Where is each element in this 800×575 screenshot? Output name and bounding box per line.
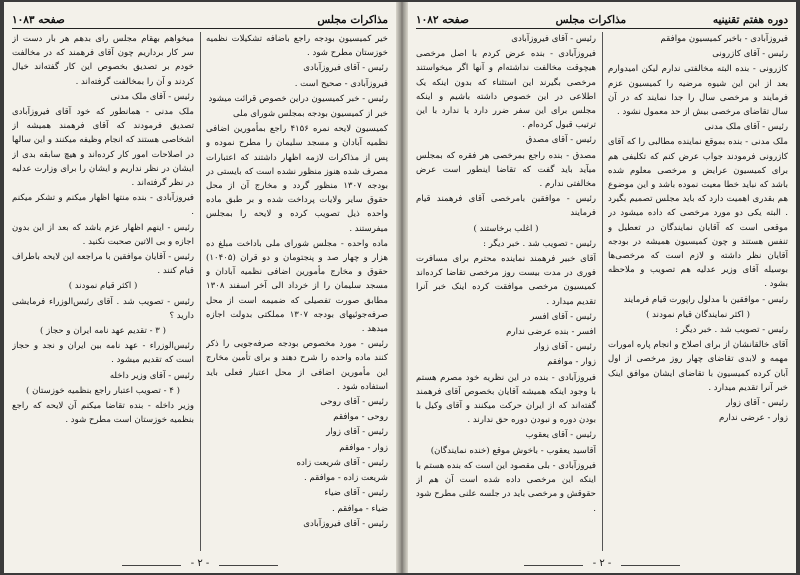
paragraph: رئیس - مورد مخصوص بودجه صرفه‌جویی را ذکر کنند ماده واحده را شرح دهند و برای تأمین مخارج این مأمورین اضافی از محل اعتبار فعلی باید استفاده شود .: [206, 339, 388, 392]
paragraph: مصدق - بنده راجع بمرخصی هر فقره که بمجلس میآید باید گفت که تقاضا اینطور است عرض مخالفتی ندارم .: [416, 150, 596, 190]
book-gutter: [396, 2, 408, 573]
left-page: [4, 2, 396, 573]
paragraph: زوار - عرضی ندارم: [718, 413, 788, 424]
paragraph: رئیس - موافقین با مدلول راپورت قیام فرمایند: [623, 294, 788, 305]
left-page-folio: [4, 558, 396, 569]
paragraph: ضیاء - موافقم .: [332, 503, 388, 514]
paragraph: رئیس - خبر کمیسیون دراین خصوص قرائت میشود: [208, 93, 388, 104]
right-page-right-column: [608, 32, 788, 551]
paragraph: آقای خبیر فرهمند نماینده محترم برای مسافرت فوری در مدت بیست روز مرخصی تقاضا کرده‌اند کمیسیون مرخصی موافقت کرده اینک خبر آنرا تقدیم میدارد .: [416, 254, 596, 307]
left-page-right-column: [206, 32, 388, 551]
right-folio-number: - ۲ -: [583, 558, 622, 569]
left-folio-number: - ۲ -: [181, 558, 220, 569]
paragraph: رئیس - آقای ملک مدنی: [704, 122, 788, 133]
paragraph: ( اکثر قیام نمودند ): [68, 281, 138, 292]
paragraph: کمیسیون لایحه نمره ۴۱۵۶ راجع بمأمورین اضافی نظمیه آبادان و مسجد سلیمان را مطرح نموده و پس از مذاکرات لازمه اظهار داشتند که اعتبارات مصرف شده هنوز منظور نشده است که بایستی در بودجه ۱۳۰۷ منظور گردد و مخارج آن از محل حقوق سایر ولایات پرداخت شده و بر طبق ماده واحده ذیل تصویب کرده و لایحه را بمجلس میفرستند .: [206, 124, 388, 234]
paragraph: رئیس - آقای شریعت زاده: [296, 457, 388, 468]
paragraph: فیروزآبادی - بنده در این نظریه خود مصرم هستم با وجود اینکه همیشه آقایان بخصوص آقای فرهمند گفته‌اند که از ایران حرکت میکنند و آقای وکیل با بودن دوره و نبودن دوره حق ندارند .: [416, 372, 596, 426]
paragraph: زوار - موافقم: [339, 442, 388, 453]
paragraph: فیروزآبادی - صحیح است .: [294, 78, 388, 89]
paragraph: رئیس - آقای مصدق: [525, 135, 596, 146]
paragraph: زوار - موافقم: [547, 357, 596, 368]
paragraph: رئیس - آقای فیروزآبادی: [303, 63, 388, 74]
paragraph: رئیس - موافقین بامرخصی آقای فرهمند قیام فرمایند: [416, 194, 596, 219]
paragraph: فیروزآبادی - بنده عرض کردم با اصل مرخصی هیچوقت مخالفت نداشته‌ام و آنها اگر میخواستند مرخصی بگیرند این استثناء که بدون اینکه یک اطلاعی در این خصوص داشته باشیم و اینکه مجلس برای این سفر ضرر دارد یا ندارد با این ترتیب قبول کرده‌ام .: [416, 49, 596, 131]
paragraph: ملک مدنی - همانطور که خود آقای فیروزآبادی تصدیق فرمودند که آقای فرهمند همیشه از اشخاصی هستند که انجام وظیفه میکنند و این سالها در اصلاحات امور کار کرده‌اند و هیچ سابقه بدی از ایشان در نظر نداریم و ایشان را برای وزارت عدلیه در نظر گرفته‌اند .: [12, 107, 194, 189]
left-page-left-column: [12, 32, 194, 551]
paragraph: آقای خالقانشان از برای اصلاح و انجام پاره امورات مهمه و لابدی تقاضای چهار روز مرخصی از اول آبان کرده کمیسیون با تقاضای ایشان موافق اینک خبر آنرا تقدیم میدارد .: [608, 340, 788, 393]
paragraph: رئیس - آقای وزیر داخله: [109, 370, 194, 381]
book-spread: [4, 2, 796, 573]
left-header-page-number: صفحه ۱۰۸۳: [12, 14, 65, 26]
paragraph: آقاسید یعقوب - باخوش موقع (خنده نمایندگان): [430, 445, 596, 456]
paragraph: خبر از کمیسیون بودجه بمجلس شورای ملی: [232, 109, 388, 120]
column-divider: [200, 32, 201, 551]
right-header-session: دوره هفتم تقنینیه: [712, 14, 788, 26]
right-page-folio: [408, 558, 796, 569]
paragraph: وزیر داخله - بنده تقاضا میکنم آن لایحه که راجع بنظمیه خوزستان است مطرح شود .: [12, 401, 194, 426]
paragraph: رئیس - آقای فیروزآبادی: [511, 34, 596, 44]
paragraph: فیروزآبادی - بنده منتها اظهار میکنم و تشکر میکنم .: [12, 193, 194, 218]
paragraph: فیروزآبادی - باخبر کمیسیون موافقم: [660, 34, 788, 44]
paragraph: فیروزآبادی - بلی مقصود این است که بنده هستم با اینکه این مرخصی داده شده است آن هم از حقوقش و مرخصی باید در جلسه علنی مطرح شود .: [416, 460, 596, 514]
left-header-series: مذاکرات مجلس: [317, 14, 388, 26]
paragraph: خیر کمیسیون بودجه راجع باضافه تشکیلات نظمیه خوزستان مطرح شود .: [206, 34, 388, 59]
right-header-page-number: صفحه ۱۰۸۲: [416, 14, 469, 26]
paragraph: کازرونی - بنده البته مخالفتی ندارم لیکن امیدوارم بعد از این این شیوه مرضیه را کمیسیون عزم فرمایند و مرخصی سال را جدا نمایند که در آن سال تقاضای مرخصی بیش از حد معمول نشود .: [608, 64, 788, 118]
paragraph: میخواهم بهقام مجلس رای بدهم هر بار دست از سر کار برداریم چون آقای فرهمند که در مخالفت خودم بر تصدیق بخصوص این کار گفته‌اند خیال کردند و آن را بمخالفت گرفته‌اند .: [12, 34, 194, 87]
paragraph: رئیس - آقای کازرونی: [712, 49, 788, 60]
paragraph: رئیس - آقای یعقوب: [525, 430, 596, 441]
left-page-header: [12, 8, 388, 29]
paragraph: رئیس - تصویب شد . خبر دیگر :: [483, 238, 596, 249]
column-divider: [602, 32, 603, 551]
paragraph: رئیس - آقایان موافقین با مراجعه این لایحه باطراف قیام کنند .: [12, 252, 194, 277]
paragraph: ملک مدنی - بنده بموقع نماینده مطالبی را که آقای کازرونی فرمودند جواب عرض کنم که تکلیفی هم برای کمیسیون عرایض و مرخصی معلوم شده باشد که نباید خطا معیت نموده باشد و این موضوع هم بقدری اهمیت دارد که باید مجلس تصمیم بگیرد . البته یکی دو مورد مرخصی که داده میشود در موقعی است که آقایان نمایندگان در تعطیل و تنفس هستند و چون کمیسیون همیشه در بودجه آقایان نظر داشته و لازم است که مرخصی‌ها بوسیله آقای وزیر عدلیه هم تصویب و ملاحظه بشود .: [608, 137, 788, 290]
paragraph: ( اکثر نمایندگان قیام نمودند ): [646, 309, 750, 320]
paragraph: رئیس - آقای زوار: [326, 427, 388, 438]
paragraph: رئیس - آقای زوار: [534, 342, 596, 353]
paragraph: رئیس - آقای روحی: [320, 397, 388, 408]
paragraph: رئیس - آقای زوار: [726, 398, 788, 409]
right-page: [408, 2, 796, 573]
paragraph: رئیس - آقای ملک مدنی: [110, 91, 194, 102]
paragraph: رئیس - آقای افسر: [530, 311, 596, 322]
paragraph: شریعت زاده - موافقم .: [304, 473, 388, 484]
paragraph: رئیس - آقای فیروزآبادی: [303, 518, 388, 529]
paragraph: روحی - موافقم: [333, 412, 388, 423]
right-page-header: [416, 8, 788, 29]
paragraph: رئیس - تصویب شد . آقای رئیس‌الوزراء فرمایشی دارید ؟: [12, 296, 194, 321]
paragraph: ( ۴ - تصویب اعتبار راجع بنظمیه خوزستان ): [26, 385, 180, 396]
paragraph: ماده واحده - مجلس شورای ملی باداخت مبلغ ده هزار و چهار صد و پنجتومان و دو قران (۱۰۴۰۵) حقوق و مخارج مأمورین اضافی نظمیه آبادان و مسجد سلیمان را از خرداد الی آخر اسفند ۱۳۰۸ مطابق صورت تفصیلی که ضمیمه است از محل صرفه‌جوئیهای بودجه ۱۳۰۷ مملکتی بدولت اجازه میدهد .: [206, 238, 388, 335]
paragraph: ( اغلب برخاستند ): [473, 223, 539, 234]
paragraph: رئیس - تصویب شد . خبر دیگر :: [675, 325, 788, 336]
paragraph: رئیس‌الوزراء - عهد نامه بین ایران و نجد و حجاز است که تقدیم میشود .: [12, 341, 194, 366]
right-page-left-column: [416, 32, 596, 551]
paragraph: ( ۳ - تقدیم عهد نامه ایران و حجاز ): [39, 326, 166, 337]
right-header-series: مذاکرات مجلس: [555, 14, 627, 26]
paragraph: رئیس - آقای ضیاء: [324, 488, 388, 499]
paragraph: افسر - بنده عرضی ندارم: [506, 327, 596, 338]
paragraph: رئیس - اینهم اظهار عزم باشد که بعد از این بدون اجازه و بی الاتین صحبت نکنید .: [12, 222, 194, 247]
